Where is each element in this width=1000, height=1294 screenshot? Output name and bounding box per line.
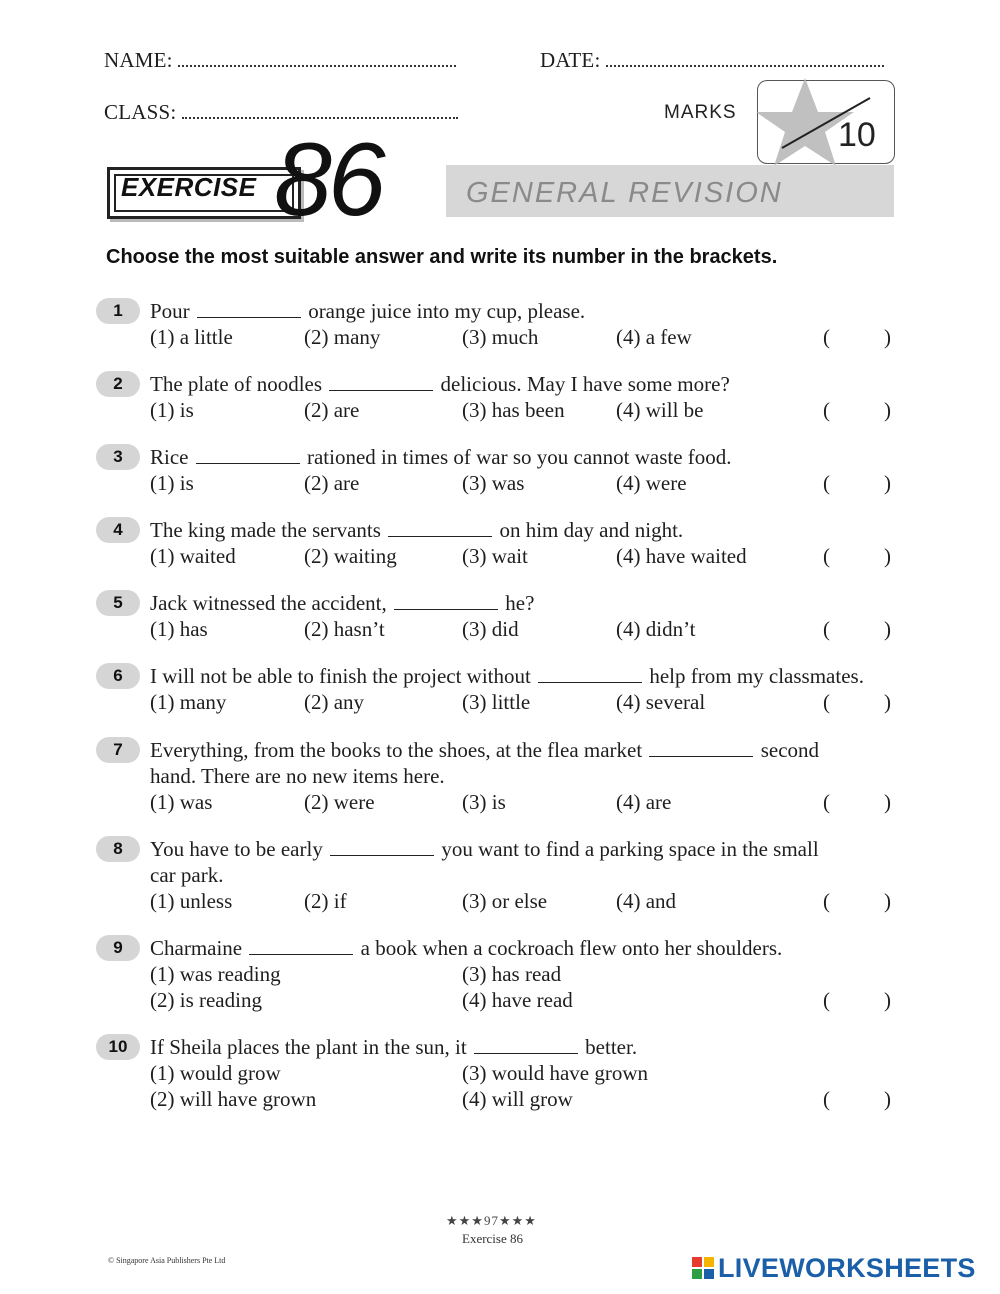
answer-bracket-close: )	[884, 544, 891, 568]
date-line	[606, 49, 884, 67]
question-text	[150, 445, 732, 470]
answer-option: (3) would have grown	[462, 1061, 649, 1085]
answer-option: (4) will grow	[462, 1087, 573, 1111]
answer-option: (3) is	[462, 790, 506, 814]
question-number: 8	[96, 836, 140, 862]
answer-option: (2) any	[304, 690, 365, 714]
answer-option: (4) are	[616, 790, 672, 814]
answer-option: (2) were	[304, 790, 375, 814]
question-text	[150, 518, 683, 543]
answer-option: (1) has	[150, 617, 208, 641]
question-number: 5	[96, 590, 140, 616]
answer-option: (3) has been	[462, 398, 565, 422]
answer-blank	[474, 1035, 578, 1054]
answer-option: (1) waited	[150, 544, 236, 568]
answer-bracket-open: (	[823, 690, 830, 714]
question-number: 7	[96, 737, 140, 763]
question-text-after-blank: rationed in times of war so you cannot waste food.	[306, 445, 732, 469]
answer-bracket-close: )	[884, 790, 891, 814]
answer-option: (1) is	[150, 398, 194, 422]
question-text-after-blank: orange juice into my cup, please.	[308, 299, 586, 323]
answer-option: (2) waiting	[304, 544, 397, 568]
question-text	[150, 591, 534, 616]
question-text	[150, 372, 730, 397]
exercise-number: 86	[274, 122, 382, 238]
answer-bracket-close: )	[884, 988, 891, 1012]
answer-bracket-open: (	[823, 790, 830, 814]
liveworksheets-logo-icon	[692, 1257, 714, 1279]
answer-option: (2) is reading	[150, 988, 262, 1012]
answer-option: (3) wait	[462, 544, 528, 568]
answer-bracket-open: (	[823, 889, 830, 913]
answer-bracket-close: )	[884, 617, 891, 641]
question-text-after-blank: delicious. May I have some more?	[440, 372, 730, 396]
question-number: 10	[96, 1034, 140, 1060]
question-number: 3	[96, 444, 140, 470]
marks-label: MARKS	[664, 102, 737, 123]
question-text-after-blank: you want to find a parking space in the small	[441, 837, 819, 861]
answer-input[interactable]	[836, 1087, 880, 1111]
question-text-after-blank: a book when a cockroach flew onto her shoulders.	[360, 936, 783, 960]
question-text-before-blank: I will not be able to finish the project without	[150, 664, 531, 688]
answer-input[interactable]	[836, 471, 880, 495]
answer-bracket-close: )	[884, 398, 891, 422]
question-text-after-blank: better.	[585, 1035, 638, 1059]
question-number: 2	[96, 371, 140, 397]
exercise-word: EXERCISE	[121, 172, 257, 202]
answer-option: (1) is	[150, 471, 194, 495]
answer-input[interactable]	[836, 325, 880, 349]
section-title: GENERAL REVISION	[466, 177, 783, 209]
answer-bracket-close: )	[884, 690, 891, 714]
question-text	[150, 1035, 637, 1060]
answer-bracket-open: (	[823, 617, 830, 641]
question-text-before-blank: You have to be early	[150, 837, 323, 861]
answer-blank	[388, 518, 492, 537]
answer-bracket-open: (	[823, 544, 830, 568]
answer-input[interactable]	[836, 790, 880, 814]
answer-input[interactable]	[836, 988, 880, 1012]
question-text	[150, 936, 782, 961]
answer-option: (4) were	[616, 471, 687, 495]
question-number: 6	[96, 663, 140, 689]
question-text-before-blank: If Sheila places the plant in the sun, it	[150, 1035, 467, 1059]
answer-option: (3) much	[462, 325, 539, 349]
question-text	[150, 738, 819, 763]
footer-exercise: Exercise 86	[462, 1231, 524, 1246]
answer-option: (3) or else	[462, 889, 548, 913]
answer-input[interactable]	[836, 617, 880, 641]
answer-option: (4) a few	[616, 325, 692, 349]
name-field[interactable]	[104, 48, 456, 73]
answer-blank	[330, 837, 434, 856]
answer-option: (1) would grow	[150, 1061, 281, 1085]
answer-option: (2) will have grown	[150, 1087, 317, 1111]
answer-bracket-open: (	[823, 471, 830, 495]
question-text-before-blank: Jack witnessed the accident,	[150, 591, 387, 615]
answer-option: (1) unless	[150, 889, 233, 913]
question-text-before-blank: Everything, from the books to the shoes, at the flea market	[150, 738, 643, 762]
question-number: 9	[96, 935, 140, 961]
answer-option: (2) many	[304, 325, 381, 349]
answer-option: (2) if	[304, 889, 347, 913]
answer-option: (1) was reading	[150, 962, 281, 986]
class-label: CLASS:	[104, 100, 177, 124]
answer-bracket-open: (	[823, 988, 830, 1012]
answer-option: (2) are	[304, 471, 360, 495]
question-number: 1	[96, 298, 140, 324]
question-text	[150, 837, 819, 862]
answer-bracket-close: )	[884, 1087, 891, 1111]
page-number: ★★★97★★★	[446, 1213, 537, 1228]
answer-blank	[197, 299, 301, 318]
answer-input[interactable]	[836, 544, 880, 568]
answer-input[interactable]	[836, 398, 880, 422]
question-text-continued: hand. There are no new items here.	[150, 764, 445, 788]
answer-option: (4) will be	[616, 398, 704, 422]
question-text-after-blank: he?	[505, 591, 535, 615]
answer-bracket-open: (	[823, 1087, 830, 1111]
name-line	[178, 49, 456, 67]
answer-bracket-close: )	[884, 889, 891, 913]
question-text-before-blank: The king made the servants	[150, 518, 381, 542]
answer-input[interactable]	[836, 889, 880, 913]
answer-option: (1) many	[150, 690, 227, 714]
answer-option: (1) was	[150, 790, 213, 814]
question-text-after-blank: second	[760, 738, 820, 762]
answer-option: (2) are	[304, 398, 360, 422]
answer-bracket-close: )	[884, 471, 891, 495]
copyright-text: © Singapore Asia Publishers Pte Ltd	[108, 1256, 226, 1265]
answer-blank	[394, 591, 498, 610]
answer-blank	[196, 445, 300, 464]
answer-option: (4) have read	[462, 988, 573, 1012]
question-text-before-blank: Rice	[150, 445, 189, 469]
question-text-continued: car park.	[150, 863, 224, 887]
question-number: 4	[96, 517, 140, 543]
answer-option: (1) a little	[150, 325, 233, 349]
question-text-before-blank: Charmaine	[150, 936, 243, 960]
answer-option: (4) and	[616, 889, 677, 913]
question-text-before-blank: The plate of noodles	[150, 372, 323, 396]
answer-blank	[649, 738, 753, 757]
question-text-after-blank: on him day and night.	[499, 518, 684, 542]
answer-bracket-close: )	[884, 325, 891, 349]
answer-option: (4) didn’t	[616, 617, 696, 641]
class-line	[182, 101, 458, 119]
question-text	[150, 664, 864, 689]
name-label: NAME:	[104, 48, 173, 72]
question-text-before-blank: Pour	[150, 299, 190, 323]
date-label: DATE:	[540, 48, 601, 72]
answer-option: (3) did	[462, 617, 519, 641]
answer-option: (2) hasn’t	[304, 617, 385, 641]
answer-option: (3) was	[462, 471, 525, 495]
question-text	[150, 299, 585, 324]
answer-input[interactable]	[836, 690, 880, 714]
answer-option: (4) several	[616, 690, 706, 714]
answer-option: (4) have waited	[616, 544, 747, 568]
marks-total: 10	[838, 116, 876, 154]
answer-blank	[329, 372, 433, 391]
answer-bracket-open: (	[823, 325, 830, 349]
answer-option: (3) little	[462, 690, 531, 714]
question-text-after-blank: help from my classmates.	[649, 664, 864, 688]
answer-option: (3) has read	[462, 962, 562, 986]
liveworksheets-brand[interactable]: LIVEWORKSHEETS	[718, 1253, 976, 1283]
answer-blank	[249, 936, 353, 955]
instruction-text: Choose the most suitable answer and write its number in the brackets.	[106, 246, 778, 268]
answer-blank	[538, 664, 642, 683]
answer-bracket-open: (	[823, 398, 830, 422]
